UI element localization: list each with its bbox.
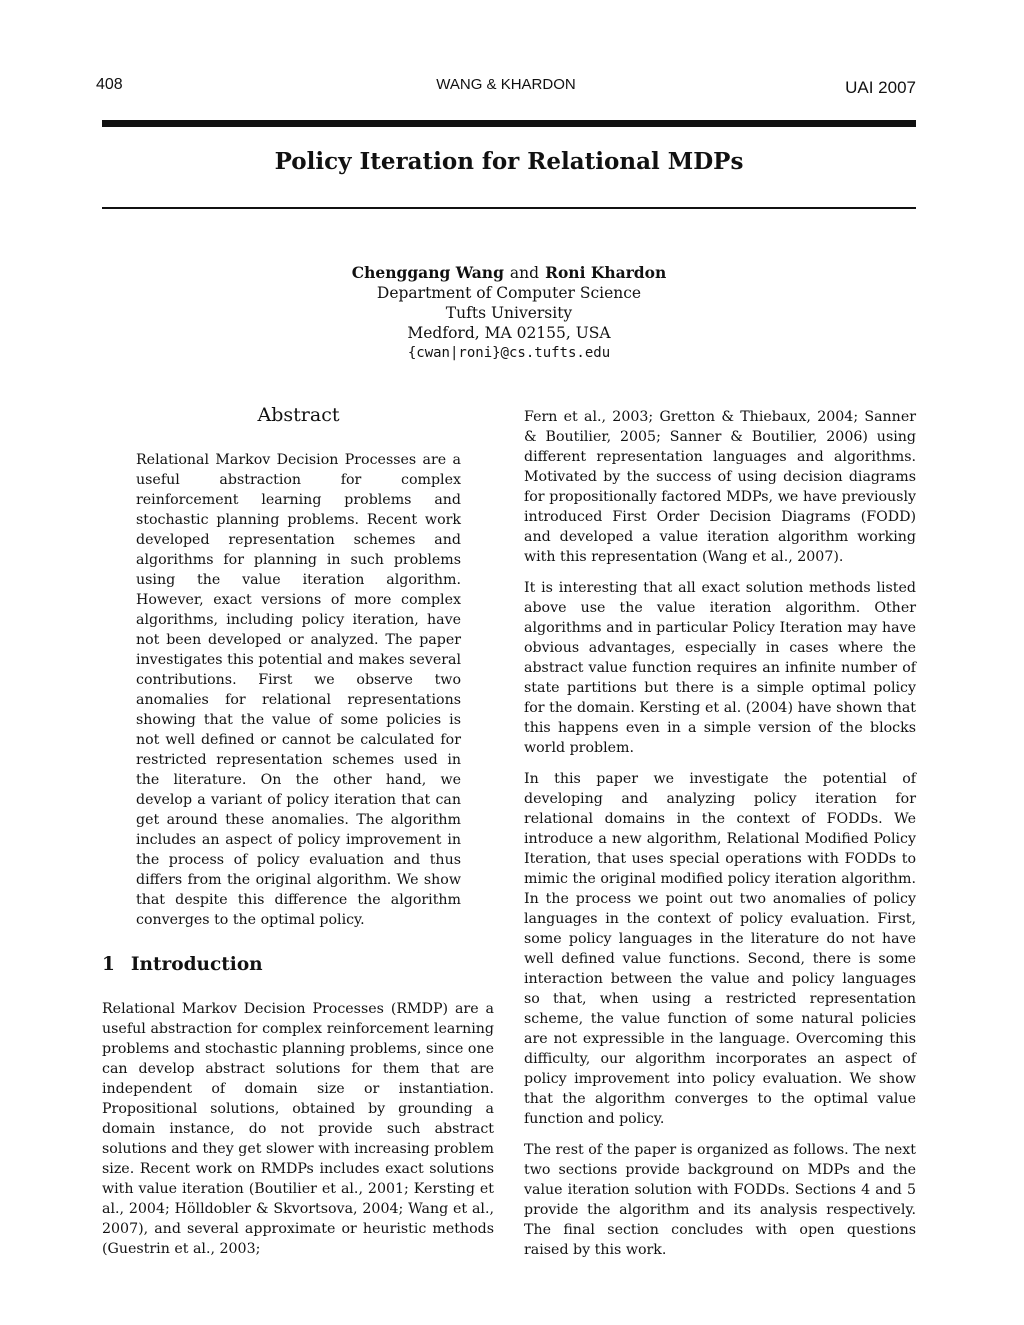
author-names (102, 263, 916, 283)
intro-paragraph-continued: Fern et al., 2003; Gretton & Thiebaux, 2004; Sanner & Boutilier, 2005; Sanner & Boutilier, 2006) using different representation languages and algorithms. Motivated by the success of using decision diagrams for propositionally factored MDPs, we have previously introduced First Order Decision Diagrams (FODD) and developed a value iteration algorithm working with this representation (Wang et al., 2007). (524, 409, 916, 565)
author-department: Department of Computer Science (376, 284, 642, 302)
author-1: Chenggang Wang (351, 263, 504, 282)
intro-paragraph-2: It is interesting that all exact solution methods listed above use the value iteration algorithm. Other algorithms and in particular Policy Iteration may have obvious advantages, especially in cases where the abstract value function requires an infinite number of state partitions but there is a simple optimal policy for the domain. Kersting et al. (2004) have shown that this happens even in a simple version of the blocks world problem. (524, 580, 916, 756)
paper-title: Policy Iteration for Relational MDPs (274, 148, 744, 175)
section-title: Introduction (130, 954, 263, 975)
intro-paragraph-4: The rest of the paper is organized as follows. The next two sections provide background on MDPs and the value iteration solution with FODDs. Sections 4 and 5 provide the algorithm and its analysis respectively. The final section concludes with open questions raised by this work. (524, 1142, 916, 1258)
running-head-authors: WANG & KHARDON (436, 76, 576, 93)
page-number: 408 (96, 76, 123, 93)
intro-paragraph-1: Relational Markov Decision Processes (RMDP) are a useful abstraction for complex reinforcement learning problems and stochastic planning problems, since one can develop abstract solutions for them that are independent of domain size or instantiation. Propositional solutions, obtained by grounding a domain instance, do not provide such abstract solutions and they get slower with increasing problem size. Recent work on RMDPs includes exact solutions with value iteration (Boutilier et al., 2001; Kersting et al., 2004; Hölldobler & Skvortsova, 2004; Wang et al., 2007), and several approximate or heuristic methods (Guestrin et al., 2003; (102, 1001, 494, 1257)
author-block (102, 263, 916, 363)
intro-paragraph-3: In this paper we investigate the potential of developing and analyzing policy iteration for relational domains in the context of FODDs. We introduce a new algorithm, Relational Modified Policy Iteration, that uses special operations with FODDs to mimic the original modified policy iteration algorithm. In the process we point out two anomalies of policy languages in the context of policy evaluation. First, some policy languages in the literature do not have well defined value functions. Second, there is some interaction between the value and policy languages so that, when using a restricted representation scheme, the value function of some natural policies are not expressible in the language. Overcoming this difficulty, our algorithm incorporates an aspect of policy improvement into policy evaluation. We show that the algorithm converges to the optimal value function and policy. (524, 771, 916, 1127)
abstract-heading: Abstract (257, 404, 340, 426)
author-university: Tufts University (445, 304, 573, 322)
left-column (102, 999, 494, 1259)
running-head-venue: UAI 2007 (845, 78, 916, 97)
author-email: {cwan|roni}@cs.tufts.edu (407, 345, 611, 361)
title-rule (102, 207, 916, 209)
running-head (96, 76, 916, 100)
section-number: 1 (102, 954, 115, 975)
author-2: Roni Khardon (545, 263, 667, 282)
abstract-text: Relational Markov Decision Processes are a useful abstraction for complex reinforcement learning problems and stochastic planning problems. Recent work developed representation schemes and algorithms for planning in such problems using the value iteration algorithm. However, exact versions of more complex algorithms, including policy iteration, have not been developed or analyzed. The paper investigates this potential and makes several contributions. First we observe two anomalies for relational representations showing that the value of some policies is not well defined or cannot be calculated for restricted representation schemes used in the literature. On the other hand, we develop a variant of policy iteration that can get around these anomalies. The algorithm includes an aspect of policy improvement in the process of policy evaluation and thus differs from the original algorithm. We show that despite this difference the algorithm converges to the optimal policy. (136, 452, 461, 928)
author-address: Medford, MA 02155, USA (407, 324, 611, 342)
section-heading-introduction (102, 954, 494, 975)
author-conjunction: and (509, 264, 540, 282)
abstract (136, 404, 461, 930)
right-column (524, 407, 916, 1260)
top-rule (102, 120, 916, 127)
